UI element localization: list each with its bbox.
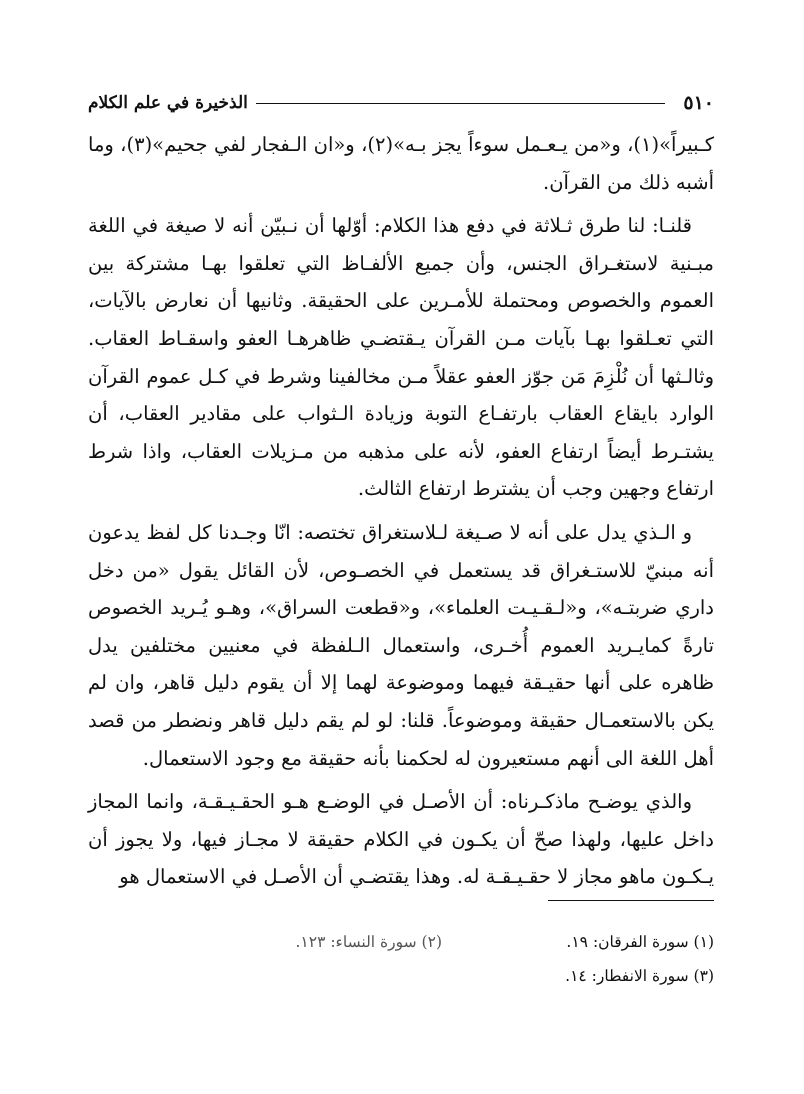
- footnotes: [88, 925, 714, 993]
- footnote-rule: [548, 900, 714, 901]
- page-header: [88, 86, 714, 120]
- paragraph-argument: و الـذي يدل على أنه لا صـيغة لـلاستغراق تختصه: انّا وجـدنا كل لفظ يدعون أنه مبنيّ للاستـغراق قد يستعمل في الخصـوص، لأن القائل يقول «من دخل داري ضربتـه»، و«لـقـيـت العلماء»، و«قطعت السراق»، وهـو يُـريد الخصوص تارةً كمايـريد العموم أُخـرى، واستعمال الـلفظة في معنيين مختلفين يدل ظاهره على أنها حقيـقة فيهما وموضوعة لهما إلا أن يقوم دليل قاهر، وان لم يكن بالاستعمـال حقيقة وموضوعاً. قلنا: لو لم يقم دليل قاهر ونضطر من قصد أهل اللغة الى أنهم مستعيرون له لحكمنا بأنه حقيقة مع وجود الاستعمال.: [88, 520, 714, 770]
- footnote-2: (٢) سورة النساء: ١٢٣.: [295, 933, 442, 951]
- footnote-1: (١) سورة الفرقان: ١٩.: [566, 933, 714, 951]
- main-text: [88, 126, 714, 896]
- paragraph-clarification: والذي يوضـح ماذكـرناه: أن الأصـل في الوضـع هـو الحقـيـقـة، وانما المجاز داخل عليها، ولهذا صحّ أن يكـون في الكلام حقيقة لا مجـاز فيها، ولا يجوز أن يـكـون ماهو مجاز لا حقـيـقـة له. وهذا يقتضـي أن الأصـل في الاستعمال هو: [88, 790, 714, 889]
- footnote-3: (٣) سورة الانفطار: ١٤.: [565, 967, 714, 985]
- header-rule: [256, 103, 666, 104]
- paragraph-continuation: كـبيراً»(١)، و«من يـعـمل سوءاً يجز بـه»(٢)، و«ان الـفجار لفي جحيم»(٣)، وما أشبه ذلك من القرآن.: [88, 133, 714, 194]
- paragraph-response: قلنـا: لنا طرق ثـلاثة في دفع هذا الكلام: أوّلها أن نـبيّن أنه لا صيغة في اللغة مبـنية لاستغـراق الجنس، وأن جميع الألفـاظ التي تعلقوا بهـا مشتركة بين العموم والخصوص ومحتملة للأمـرين على الحقيقة. وثانيها أن نعارض بالآيات، التي تعـلقوا بهـا بآيات مـن القرآن يـقتضـي ظاهرهـا العفو واسقـاط العقاب. وثالـثها أن نُلْزِمَ مَن جوّز العفو عقلاً مـن مخالفينا وشرط في كـل عموم القرآن الوارد بايقاع العقاب بارتفـاع التوبة وزيادة الـثواب على مقادير العقاب، أن يشتـرط أيضاً ارتفاع العفو، لأنه على مذهبه من مـزيلات العقاب، واذا شرط ارتفاع وجهين وجب أن يشترط ارتفاع الثالث.: [88, 214, 714, 501]
- page-number: ٥١٠: [683, 92, 714, 114]
- book-title: الذخيرة في علم الكلام: [88, 93, 248, 113]
